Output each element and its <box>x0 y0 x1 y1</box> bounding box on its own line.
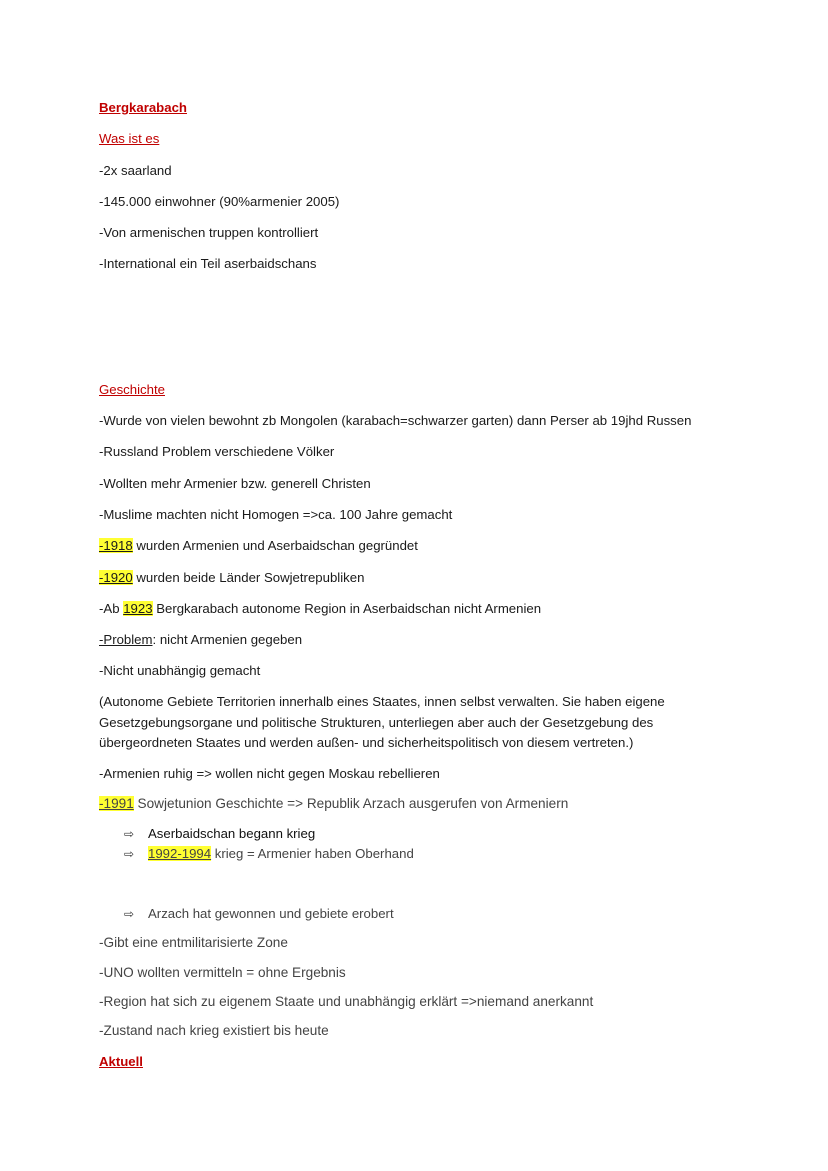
highlighted-year: -1918 <box>99 538 133 553</box>
arrow-right-icon: ⇨ <box>124 847 135 861</box>
list-item: -Region hat sich zu eigenem Staate und unabhängig erklärt =>niemand anerkannt <box>99 994 594 1009</box>
list-item: -Von armenischen truppen kontrolliert <box>99 225 319 240</box>
highlighted-year: -1920 <box>99 570 133 585</box>
list-item: -1920 wurden beide Länder Sowjetrepubliken <box>99 570 365 585</box>
definition-paragraph: (Autonome Gebiete Territorien innerhalb eines Staates, innen selbst verwalten. Sie haben eigene Gesetzgebungsorgane und politische Strukturen, unterliegen aber auch der Gesetzgebung des übergeordneten Staates und werden außen- und sicherheitspolitisch von diesem vertreten.) <box>99 694 665 750</box>
list-item: -1991 Sowjetunion Geschichte => Republik Arzach ausgerufen von Armeniern <box>99 796 569 811</box>
list-item: -Gibt eine entmilitarisierte Zone <box>99 935 288 950</box>
list-item: -Wollten mehr Armenier bzw. generell Christen <box>99 476 371 491</box>
sub-bullet: ⇨ 1992-1994 krieg = Armenier haben Oberhand <box>124 846 414 861</box>
arrow-right-icon: ⇨ <box>124 827 135 841</box>
underlined-word: -Problem <box>99 632 153 647</box>
list-item: -Ab 1923 Bergkarabach autonome Region in Aserbaidschan nicht Armenien <box>99 601 542 616</box>
highlighted-year: 1992-1994 <box>148 846 212 861</box>
list-item: -145.000 einwohner (90%armenier 2005) <box>99 194 340 209</box>
list-item: -International ein Teil aserbaidschans <box>99 256 317 271</box>
list-item: -2x saarland <box>99 163 172 178</box>
list-item: -Muslime machten nicht Homogen =>ca. 100 Jahre gemacht <box>99 507 453 522</box>
highlighted-year: -1991 <box>99 796 134 811</box>
sub-bullet: ⇨ Arzach hat gewonnen und gebiete erobert <box>124 906 394 921</box>
document-title: Bergkarabach <box>99 100 187 115</box>
list-item: -Wurde von vielen bewohnt zb Mongolen (karabach=schwarzer garten) dann Perser ab 19jhd Russen <box>99 413 692 428</box>
heading-was-ist-es: Was ist es <box>99 131 160 146</box>
heading-aktuell: Aktuell <box>99 1054 143 1069</box>
highlighted-year: 1923 <box>123 601 153 616</box>
heading-geschichte: Geschichte <box>99 382 165 397</box>
list-item: -UNO wollten vermitteln = ohne Ergebnis <box>99 965 346 980</box>
list-item: -1918 wurden Armenien und Aserbaidschan gegründet <box>99 538 418 553</box>
arrow-right-icon: ⇨ <box>124 907 135 921</box>
list-item: -Nicht unabhängig gemacht <box>99 663 261 678</box>
list-item: -Armenien ruhig => wollen nicht gegen Moskau rebellieren <box>99 766 440 781</box>
list-item: -Russland Problem verschiedene Völker <box>99 444 335 459</box>
list-item: -Zustand nach krieg existiert bis heute <box>99 1023 329 1038</box>
list-item: -Problem: nicht Armenien gegeben <box>99 632 303 647</box>
sub-bullet: ⇨ Aserbaidschan begann krieg <box>124 826 316 841</box>
